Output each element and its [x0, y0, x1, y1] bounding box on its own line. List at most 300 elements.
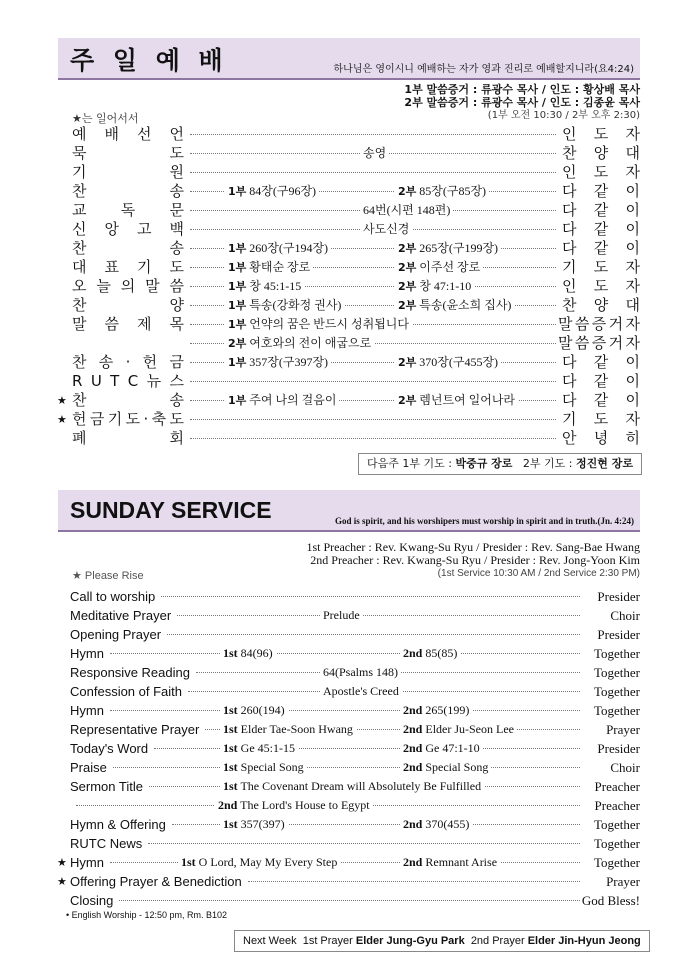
role-char: 다 — [562, 372, 577, 390]
service-role — [562, 277, 640, 296]
english-worship-note: • English Worship - 12:50 pm, Rm. B102 — [66, 910, 228, 920]
second-service-text: 85장(구85장) — [416, 184, 487, 198]
english-preacher-line-2: 2nd Preacher : Rev. Kwang-Su Ryu / Presider : Rev. Jong-Yoon Kim — [310, 553, 640, 567]
second-service-content — [400, 739, 483, 758]
service-role: Together — [593, 817, 640, 832]
service-item-label: Opening Prayer — [70, 627, 162, 642]
label-char: 의 — [120, 277, 136, 295]
service-role — [562, 410, 640, 429]
label-char: 찬 — [72, 182, 87, 200]
first-service-tag: 1부 — [228, 394, 247, 407]
role-char: 같 — [593, 182, 609, 200]
label-char: 고 — [137, 220, 152, 238]
service-role — [562, 182, 640, 201]
first-service-content — [215, 796, 373, 815]
role-char: 인 — [562, 125, 577, 143]
label-char: 씀 — [104, 315, 119, 333]
first-service-text: 특송(강화정 권사) — [246, 298, 342, 312]
label-char: 송 — [98, 353, 114, 371]
label-char: 헌 — [72, 410, 87, 428]
first-service-content — [220, 739, 298, 758]
first-service-text: 황태순 장로 — [246, 260, 311, 274]
dotted-leader — [119, 900, 580, 901]
service-item-label — [70, 144, 184, 163]
role-char: 자 — [625, 334, 640, 352]
service-item-label — [70, 353, 184, 372]
first-service-content — [225, 277, 304, 296]
second-service-tag: 2부 — [398, 261, 417, 274]
first-service-content — [220, 701, 288, 720]
role-char: 양 — [593, 144, 609, 162]
service-role: Prayer — [606, 722, 640, 737]
service-role — [562, 296, 640, 315]
first-service-text: 창 45:1-15 — [246, 279, 302, 293]
service-row — [70, 277, 640, 296]
service-item-label — [70, 277, 184, 296]
second-service-content — [400, 644, 460, 663]
first-service-text: 84장(구96장) — [246, 184, 317, 198]
first-service-text: The Covenant Dream will Absolutely Be Fulfilled — [237, 779, 482, 793]
service-row — [70, 315, 640, 334]
service-row — [70, 296, 640, 315]
first-service-tag: 1st — [223, 817, 238, 831]
korean-next-week-prayer-1: 박중규 장로 — [455, 457, 513, 470]
service-item-label: Closing — [70, 893, 114, 908]
first-service-tag: 1st — [223, 741, 238, 755]
role-char: 말 — [558, 334, 573, 352]
service-item-label — [70, 220, 184, 239]
first-service-text: 언약의 꿈은 반드시 성취됩니다 — [246, 317, 409, 331]
label-char: 목 — [169, 315, 184, 333]
service-item-label: Hymn — [70, 855, 104, 870]
service-row — [70, 815, 640, 834]
service-role: God Bless! — [581, 893, 640, 908]
first-service-tag: 1부 — [228, 280, 247, 293]
label-char: 뉴 — [146, 372, 162, 390]
second-service-content — [395, 353, 501, 372]
role-char: 히 — [625, 429, 640, 447]
service-role: Prayer — [606, 874, 640, 889]
label-char: 오 — [72, 277, 87, 295]
service-role: Together — [593, 684, 640, 699]
korean-verse: 하나님은 영이시니 예배하는 자가 영과 진리로 예배할지니라(요4:24) — [333, 64, 634, 75]
first-service-content — [220, 815, 288, 834]
service-row — [70, 220, 640, 239]
second-service-text: 창 47:1-10 — [416, 279, 472, 293]
service-row — [70, 429, 640, 448]
first-service-text: 주여 나의 걸음이 — [246, 393, 337, 407]
label-char: 송 — [169, 391, 184, 409]
service-role: Presider — [597, 741, 640, 756]
role-char: 안 — [562, 429, 577, 447]
english-title: SUNDAY SERVICE — [70, 497, 272, 523]
label-char: 백 — [169, 220, 184, 238]
service-row — [70, 701, 640, 720]
first-service-tag: 1부 — [228, 185, 247, 198]
service-role: Together — [593, 665, 640, 680]
service-row — [70, 625, 640, 644]
dotted-leader — [248, 881, 580, 882]
second-service-text: 렘넌트여 일어나라 — [416, 393, 516, 407]
service-item-label: Hymn & Offering — [70, 817, 166, 832]
service-item-label — [70, 296, 184, 315]
role-char: 대 — [625, 296, 640, 314]
service-item-label: Responsive Reading — [70, 665, 190, 680]
first-service-content — [225, 353, 331, 372]
korean-section-header — [58, 38, 640, 80]
label-char: 늘 — [96, 277, 111, 295]
role-char: 자 — [625, 410, 640, 428]
korean-preacher-info — [404, 83, 640, 122]
dotted-leader — [190, 438, 556, 439]
english-next-week-prayer-2: Elder Jin-Hyun Jeong — [527, 935, 641, 947]
service-role — [562, 220, 640, 239]
first-service-tag: 1부 — [228, 299, 247, 312]
role-char: 자 — [625, 125, 640, 143]
please-rise-star: ★ — [57, 856, 67, 869]
role-char: 씀 — [574, 315, 590, 333]
label-char: 신 — [72, 220, 87, 238]
role-char: 녕 — [593, 429, 609, 447]
role-char: 같 — [593, 220, 609, 238]
service-item-label — [70, 201, 184, 220]
second-service-content — [395, 296, 514, 315]
english-next-week-mid: 2nd Prayer — [464, 935, 528, 947]
service-item-label — [70, 239, 184, 258]
label-char: 배 — [104, 125, 119, 143]
service-row — [57, 391, 640, 410]
service-row — [70, 125, 640, 144]
korean-next-week-prayer-2: 정진현 장로 — [575, 457, 633, 470]
service-row — [70, 644, 640, 663]
second-service-tag: 2nd — [403, 646, 423, 660]
service-item-label: Representative Prayer — [70, 722, 200, 737]
service-role — [562, 125, 640, 144]
korean-rise-note: ★는 일어서서 — [72, 112, 139, 125]
service-row — [57, 872, 640, 891]
service-row — [70, 758, 640, 777]
second-service-content — [395, 391, 518, 410]
service-item-label — [70, 182, 184, 201]
label-char: 축 — [151, 410, 167, 428]
service-row — [70, 720, 640, 739]
service-role — [562, 258, 640, 277]
service-role — [558, 315, 640, 334]
first-service-text: 84(96) — [237, 646, 273, 660]
service-item-content: 64(Psalms 148) — [320, 663, 401, 682]
role-char: 자 — [625, 277, 640, 295]
second-service-content — [395, 182, 489, 201]
label-char: 묵 — [72, 144, 87, 162]
second-service-tag: 2부 — [398, 394, 417, 407]
korean-next-week-mid: 2부 기도 : — [512, 457, 576, 470]
service-role: Preacher — [594, 798, 640, 813]
label-char: 송 — [169, 182, 184, 200]
korean-service-times: (1부 오전 10:30 / 2부 오후 2:30) — [487, 110, 640, 121]
label-char: 스 — [169, 372, 184, 390]
role-char: 대 — [625, 144, 640, 162]
first-service-tag: 1st — [223, 722, 238, 736]
second-service-text: 이주선 장로 — [416, 260, 481, 274]
role-char: 같 — [593, 372, 609, 390]
service-item-content: 송영 — [360, 144, 389, 163]
role-char: 같 — [593, 391, 609, 409]
label-char: 대 — [72, 258, 87, 276]
label-char: 헌 — [142, 353, 158, 371]
service-item-label: Hymn — [70, 646, 104, 661]
please-rise-star: ★ — [57, 394, 67, 407]
first-service-tag: 1부 — [228, 242, 247, 255]
service-row — [70, 353, 640, 372]
service-row — [70, 144, 640, 163]
second-service-content — [400, 720, 517, 739]
second-service-tag: 2부 — [398, 356, 417, 369]
dotted-leader — [148, 843, 580, 844]
role-char: 양 — [593, 296, 609, 314]
role-char: 같 — [593, 239, 609, 257]
second-service-tag: 2부 — [398, 185, 417, 198]
service-role — [562, 391, 640, 410]
label-char: U — [90, 372, 102, 390]
english-preacher-line-1: 1st Preacher : Rev. Kwang-Su Ryu / Presider : Rev. Sang-Bae Hwang — [306, 540, 640, 554]
second-service-content — [395, 239, 501, 258]
label-char: 기 — [137, 258, 152, 276]
label-char: 선 — [137, 125, 152, 143]
label-char: 찬 — [72, 391, 87, 409]
korean-preacher-line-2: 2부 말씀증거 : 류광수 목사 / 인도 : 김종윤 목사 — [404, 96, 640, 109]
role-char: 도 — [593, 410, 609, 428]
first-service-tag: 2부 — [228, 337, 247, 350]
service-item-label — [70, 410, 184, 429]
role-char: 거 — [608, 334, 624, 352]
role-char: 이 — [625, 239, 640, 257]
role-char: 같 — [593, 201, 609, 219]
service-item-label: RUTC News — [70, 836, 143, 851]
dotted-leader — [154, 748, 580, 749]
service-role — [558, 334, 640, 353]
role-char: 이 — [625, 220, 640, 238]
second-service-text: 265(199) — [422, 703, 470, 717]
service-role: Preacher — [594, 779, 640, 794]
second-service-content — [400, 758, 491, 777]
label-char: 송 — [169, 239, 184, 257]
role-char: 이 — [625, 391, 640, 409]
service-role — [562, 353, 640, 372]
second-service-text: 특송(윤소희 집사) — [416, 298, 512, 312]
service-row — [70, 334, 640, 353]
label-char: 금 — [89, 410, 105, 428]
second-service-content — [400, 853, 500, 872]
second-service-tag: 2부 — [398, 299, 417, 312]
role-char: 인 — [562, 163, 577, 181]
service-row — [70, 891, 640, 910]
role-char: 자 — [625, 163, 640, 181]
role-char: 기 — [562, 410, 577, 428]
second-service-tag: 2nd — [403, 817, 423, 831]
second-service-content — [400, 815, 472, 834]
dotted-leader — [110, 710, 580, 711]
service-role: Together — [593, 646, 640, 661]
label-char: 도 — [169, 258, 184, 276]
label-char: 앙 — [104, 220, 119, 238]
first-service-tag: 1부 — [228, 356, 247, 369]
first-service-content — [220, 777, 484, 796]
service-role: Choir — [610, 760, 640, 775]
dotted-leader — [190, 419, 556, 420]
service-row — [70, 739, 640, 758]
first-service-content — [225, 315, 412, 334]
role-char: 이 — [625, 353, 640, 371]
first-service-content — [225, 391, 339, 410]
role-char: 다 — [562, 239, 577, 257]
service-row — [70, 777, 640, 796]
label-char: 제 — [137, 315, 152, 333]
label-char: 씀 — [169, 277, 184, 295]
first-service-content — [220, 644, 276, 663]
service-role: Choir — [610, 608, 640, 623]
first-service-text: Ge 45:1-15 — [237, 741, 295, 755]
role-char: 이 — [625, 372, 640, 390]
role-char: 다 — [562, 182, 577, 200]
label-char: 표 — [104, 258, 119, 276]
label-char: 교 — [72, 201, 87, 219]
label-char: 도 — [169, 410, 184, 428]
second-service-text: Special Song — [422, 760, 489, 774]
role-char: 자 — [625, 258, 640, 276]
service-item-label — [70, 429, 184, 448]
service-item-content: Apostle's Creed — [320, 682, 402, 701]
service-item-label: Sermon Title — [70, 779, 143, 794]
korean-next-week-box — [358, 453, 642, 475]
service-item-label: Offering Prayer & Benediction — [70, 874, 242, 889]
english-rise-note: ★ Please Rise — [72, 570, 144, 582]
second-service-tag: 2nd — [403, 722, 423, 736]
service-item-label — [70, 372, 184, 391]
service-role — [562, 429, 640, 448]
english-section-header — [58, 490, 640, 532]
dotted-leader — [113, 767, 580, 768]
label-char: 찬 — [72, 353, 87, 371]
role-char: 거 — [608, 315, 624, 333]
service-role: Presider — [597, 589, 640, 604]
label-char: C — [127, 372, 139, 390]
first-service-content — [225, 296, 344, 315]
dotted-leader — [161, 596, 580, 597]
second-service-text: Remnant Arise — [422, 855, 498, 869]
service-row — [70, 796, 640, 815]
first-service-text: 357장(구397장) — [246, 355, 329, 369]
role-char: 다 — [562, 220, 577, 238]
label-char: 금 — [169, 353, 184, 371]
role-char: 증 — [591, 315, 607, 333]
service-item-label — [70, 315, 184, 334]
label-char: · — [125, 353, 131, 371]
role-char: 이 — [625, 201, 640, 219]
korean-preacher-line-1: 1부 말씀증거 : 류광수 목사 / 인도 : 황상배 목사 — [404, 83, 640, 96]
service-row — [70, 606, 640, 625]
dotted-leader — [190, 172, 556, 173]
dotted-leader — [190, 134, 556, 135]
first-service-tag: 1st — [223, 646, 238, 660]
label-char: 회 — [169, 429, 184, 447]
role-char: 다 — [562, 353, 577, 371]
second-service-content — [400, 701, 472, 720]
role-char: 인 — [562, 277, 577, 295]
service-row — [57, 410, 640, 429]
service-row — [57, 853, 640, 872]
second-service-tag: 2nd — [403, 741, 423, 755]
service-role — [562, 239, 640, 258]
service-item-content: 64번(시편 148편) — [360, 201, 453, 220]
service-role: Together — [593, 855, 640, 870]
role-char: 도 — [593, 163, 609, 181]
service-item-label: Praise — [70, 760, 107, 775]
role-char: 기 — [562, 258, 577, 276]
label-char: · — [143, 410, 149, 428]
service-row — [70, 663, 640, 682]
first-service-text: Elder Tae-Soon Hwang — [237, 722, 353, 736]
label-char: 문 — [169, 201, 184, 219]
second-service-tag: 2nd — [403, 760, 423, 774]
service-row — [70, 239, 640, 258]
english-verse: God is spirit, and his worshipers must worship in spirit and in truth.(Jn. 4:24) — [334, 516, 634, 526]
service-item-label: Call to worship — [70, 589, 156, 604]
label-char: 도 — [169, 144, 184, 162]
service-item-label: Hymn — [70, 703, 104, 718]
first-service-tag: 2nd — [218, 798, 238, 812]
english-preacher-info — [306, 541, 640, 580]
please-rise-star: ★ — [57, 413, 67, 426]
second-service-text: Elder Ju-Seon Lee — [422, 722, 514, 736]
second-service-text: Ge 47:1-10 — [422, 741, 480, 755]
service-item-label — [70, 163, 184, 182]
service-row — [70, 834, 640, 853]
first-service-text: The Lord's House to Egypt — [237, 798, 370, 812]
dotted-leader — [110, 653, 580, 654]
service-role: Together — [593, 703, 640, 718]
first-service-text: 357(397) — [237, 817, 285, 831]
second-service-text: 370(455) — [422, 817, 470, 831]
service-role — [562, 163, 640, 182]
first-service-tag: 1부 — [228, 261, 247, 274]
first-service-tag: 1st — [181, 855, 196, 869]
role-char: 다 — [562, 391, 577, 409]
service-item-content: 사도신경 — [360, 220, 412, 239]
service-item-content: Prelude — [320, 606, 363, 625]
first-service-tag: 1st — [223, 779, 238, 793]
korean-next-week-prefix: 다음주 1부 기도 : — [367, 457, 456, 470]
role-char: 자 — [625, 315, 640, 333]
service-item-label: Meditative Prayer — [70, 608, 172, 623]
first-service-text: O Lord, May My Every Step — [195, 855, 338, 869]
label-char: 폐 — [72, 429, 87, 447]
second-service-content — [395, 277, 474, 296]
label-char: T — [110, 372, 120, 390]
service-row — [70, 258, 640, 277]
label-char: 예 — [72, 125, 87, 143]
role-char: 다 — [562, 201, 577, 219]
label-char: 말 — [72, 315, 87, 333]
service-row — [70, 201, 640, 220]
label-char: 찬 — [72, 296, 87, 314]
role-char: 도 — [593, 258, 609, 276]
service-role — [562, 144, 640, 163]
second-service-text: 265장(구199장) — [416, 241, 499, 255]
second-service-text: 370장(구455장) — [416, 355, 499, 369]
label-char: 기 — [107, 410, 123, 428]
service-role: Together — [593, 836, 640, 851]
label-char: 기 — [72, 163, 87, 181]
